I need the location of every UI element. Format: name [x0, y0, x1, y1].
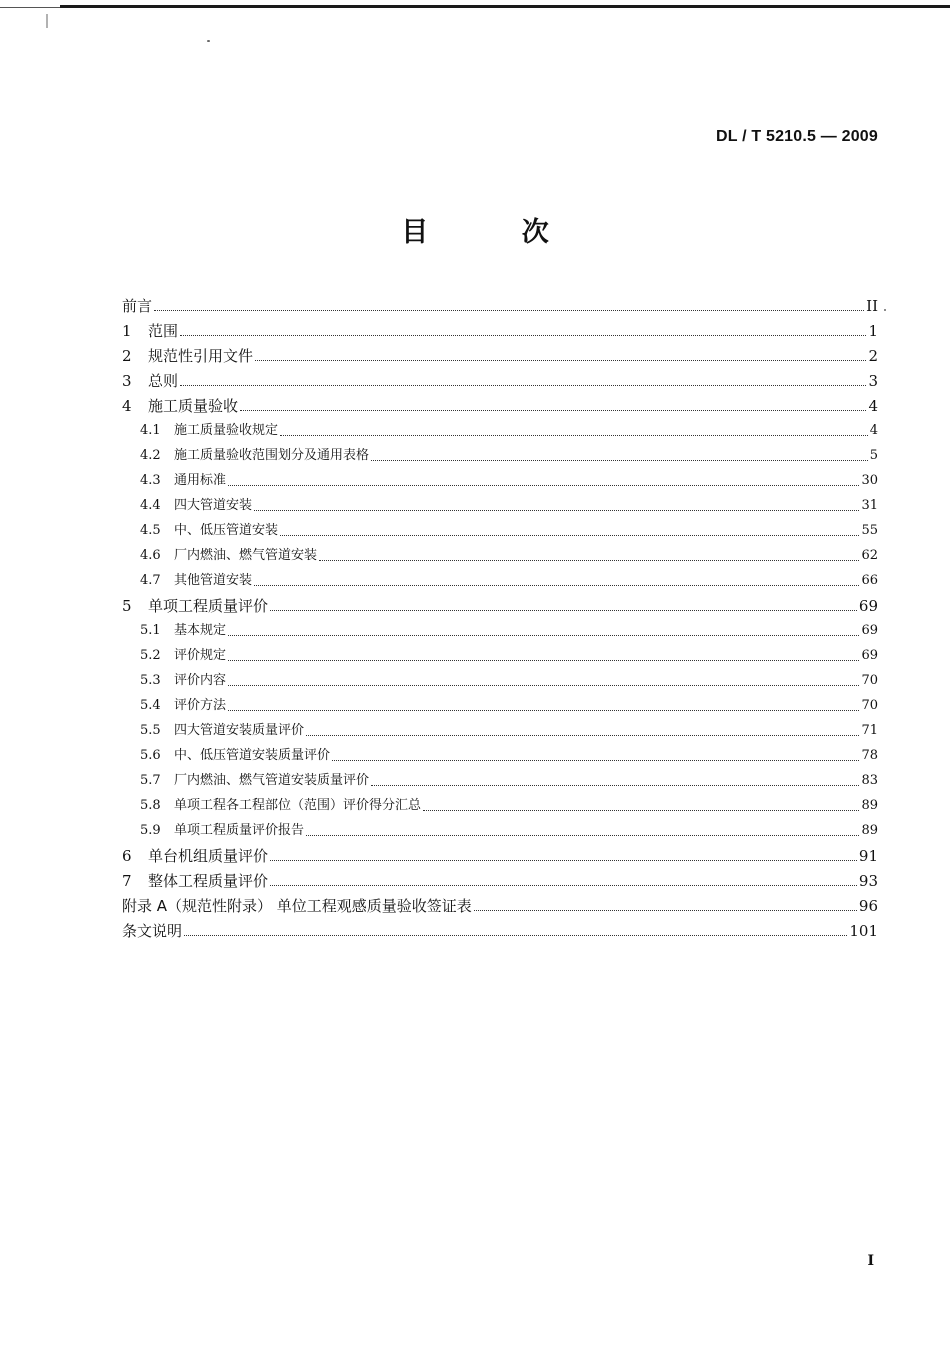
toc-entry-title: 前言	[122, 297, 153, 315]
dot-leader	[254, 509, 859, 511]
page-number: I	[867, 1253, 874, 1269]
toc-entry-number: 4.2	[140, 448, 161, 463]
dot-leader	[180, 384, 866, 386]
standard-number: DL / T 5210.5 — 2009	[715, 128, 878, 145]
toc-entry-page: 31	[861, 498, 878, 513]
toc-entry-number: 2	[122, 347, 132, 365]
dot-leader	[332, 759, 859, 761]
toc-entry-page: 4	[868, 397, 878, 415]
toc-entry[interactable]	[122, 365, 878, 390]
toc-entry[interactable]	[122, 715, 878, 740]
toc-entry-number: 5.9	[140, 823, 161, 838]
toc-entry-title: 其他管道安装	[174, 573, 253, 588]
toc-entry-title: 评价规定	[174, 648, 227, 663]
toc-entry[interactable]	[122, 290, 878, 315]
toc-entry[interactable]	[122, 465, 878, 490]
toc-entry-number: 4.5	[140, 523, 161, 538]
toc-entry[interactable]	[122, 415, 878, 440]
dot-leader	[184, 934, 847, 936]
dot-leader	[228, 659, 859, 661]
dot-leader	[228, 709, 859, 711]
toc-entry-title: 四大管道安装	[174, 498, 253, 513]
toc-entry-title: 条文说明	[122, 922, 183, 940]
dot-leader	[306, 734, 859, 736]
toc-entry-number: 5	[122, 597, 132, 615]
toc-entry-page: 96	[858, 897, 878, 915]
toc-entry[interactable]	[122, 540, 878, 565]
toc-entry-title: 附录 A（规范性附录） 单位工程观感质量验收签证表	[122, 897, 472, 915]
toc-entry-title: 总则	[148, 372, 179, 390]
dot-leader	[255, 359, 866, 361]
toc-entry-number: 4	[122, 397, 132, 415]
toc-entry-number: 4.7	[140, 573, 161, 588]
toc-entry-page: 55	[861, 523, 878, 538]
dot-leader	[270, 609, 857, 611]
toc-entry[interactable]	[122, 840, 878, 865]
toc-entry-page: II	[866, 297, 878, 315]
toc-entry-number: 5.5	[140, 723, 161, 738]
toc-entry-title: 厂内燃油、燃气管道安装	[174, 548, 318, 563]
toc-entry[interactable]	[122, 565, 878, 590]
dot-leader	[180, 334, 866, 336]
toc-entry-number: 5.1	[140, 623, 161, 638]
toc-entry-number: 5.8	[140, 798, 161, 813]
dot-leader	[228, 684, 859, 686]
toc-entry-page: 70	[861, 673, 878, 688]
dot-leader	[270, 884, 857, 886]
toc-entry-title: 施工质量验收规定	[174, 423, 279, 438]
dot-leader	[228, 484, 859, 486]
dot-leader	[306, 834, 859, 836]
toc-entry-page: 101	[849, 922, 878, 940]
toc-entry-title: 单项工程质量评价	[148, 597, 269, 615]
toc-entry-page: 69	[861, 648, 878, 663]
toc-entry[interactable]	[122, 490, 878, 515]
toc-entry[interactable]	[122, 815, 878, 840]
toc-entry-title: 施工质量验收范围划分及通用表格	[174, 448, 370, 463]
toc-entry-number: 4.4	[140, 498, 161, 513]
toc-entry[interactable]	[122, 390, 878, 415]
dot-leader	[280, 434, 868, 436]
toc-entry[interactable]	[122, 865, 878, 890]
toc-entry-number: 5.3	[140, 673, 161, 688]
toc-entry-number: 7	[122, 872, 132, 890]
toc-entry-page: 83	[861, 773, 878, 788]
top-rule	[60, 5, 950, 8]
toc-entry[interactable]	[122, 690, 878, 715]
toc-entry-page: 69	[861, 623, 878, 638]
page-title: 目 次	[401, 217, 591, 248]
toc-entry-page: 5	[869, 448, 878, 463]
dot-leader	[280, 534, 859, 536]
toc-entry-page: 30	[861, 473, 878, 488]
toc-entry-title: 评价内容	[174, 673, 227, 688]
toc-entry-page: 78	[861, 748, 878, 763]
toc-entry-title: 规范性引用文件	[148, 347, 254, 365]
toc-entry-title: 通用标准	[174, 473, 227, 488]
toc-entry-page: 4	[869, 423, 878, 438]
toc-entry[interactable]	[122, 740, 878, 765]
toc-entry-title: 厂内燃油、燃气管道安装质量评价	[174, 773, 370, 788]
scan-speck	[46, 14, 48, 28]
toc-entry-title: 单项工程各工程部位（范围）评价得分汇总	[174, 798, 422, 813]
toc-entry[interactable]	[122, 640, 878, 665]
toc-entry-title: 范围	[148, 322, 179, 340]
dot-leader	[154, 309, 864, 311]
toc-entry[interactable]	[122, 515, 878, 540]
toc-entry-page: 89	[861, 798, 878, 813]
toc-entry[interactable]	[122, 790, 878, 815]
toc-entry[interactable]	[122, 765, 878, 790]
toc-entry[interactable]	[122, 590, 878, 615]
toc-entry[interactable]	[122, 915, 878, 940]
toc-entry-number: 4.1	[140, 423, 161, 438]
dot-leader	[240, 409, 866, 411]
toc-entry-title: 单台机组质量评价	[148, 847, 269, 865]
toc-entry-page: 71	[861, 723, 878, 738]
toc-entry-page: 91	[858, 847, 878, 865]
scan-speck	[207, 40, 210, 42]
toc-entry-title: 中、低压管道安装	[174, 523, 279, 538]
toc-entry-title: 整体工程质量评价	[148, 872, 269, 890]
dot-leader	[474, 909, 857, 911]
dot-leader	[228, 634, 859, 636]
dot-leader	[254, 584, 859, 586]
toc-entry-page: 70	[861, 698, 878, 713]
toc-entry-title: 施工质量验收	[148, 397, 239, 415]
toc-entry[interactable]	[122, 340, 878, 365]
scan-speck	[884, 309, 886, 311]
toc-entry-page: 66	[861, 573, 878, 588]
dot-leader	[319, 559, 859, 561]
toc-entry-page: 2	[868, 347, 878, 365]
toc-entry[interactable]	[122, 665, 878, 690]
toc-entry-title: 单项工程质量评价报告	[174, 823, 305, 838]
toc-entry-page: 3	[868, 372, 878, 390]
toc-entry-page: 89	[861, 823, 878, 838]
toc-entry-number: 4.3	[140, 473, 161, 488]
toc-entry-title: 中、低压管道安装质量评价	[174, 748, 331, 763]
toc-entry-number: 3	[122, 372, 132, 390]
toc-entry-number: 4.6	[140, 548, 161, 563]
toc-entry[interactable]	[122, 890, 878, 915]
toc-entry-number: 1	[122, 322, 132, 340]
toc-entry-title: 基本规定	[174, 623, 227, 638]
dot-leader	[371, 459, 868, 461]
toc-entry[interactable]	[122, 615, 878, 640]
table-of-contents	[122, 290, 878, 940]
toc-entry-number: 5.7	[140, 773, 161, 788]
toc-entry-number: 5.2	[140, 648, 161, 663]
toc-entry-page: 1	[868, 322, 878, 340]
toc-entry-title: 评价方法	[174, 698, 227, 713]
dot-leader	[423, 809, 859, 811]
toc-entry[interactable]	[122, 440, 878, 465]
toc-entry-title: 四大管道安装质量评价	[174, 723, 305, 738]
toc-entry-page: 69	[858, 597, 878, 615]
toc-entry-page: 93	[858, 872, 878, 890]
dot-leader	[371, 784, 859, 786]
toc-entry-number: 5.6	[140, 748, 161, 763]
toc-entry[interactable]	[122, 315, 878, 340]
toc-entry-number: 6	[122, 847, 132, 865]
dot-leader	[270, 859, 857, 861]
top-rule-left	[0, 7, 60, 8]
toc-entry-number: 5.4	[140, 698, 161, 713]
toc-entry-page: 62	[861, 548, 878, 563]
